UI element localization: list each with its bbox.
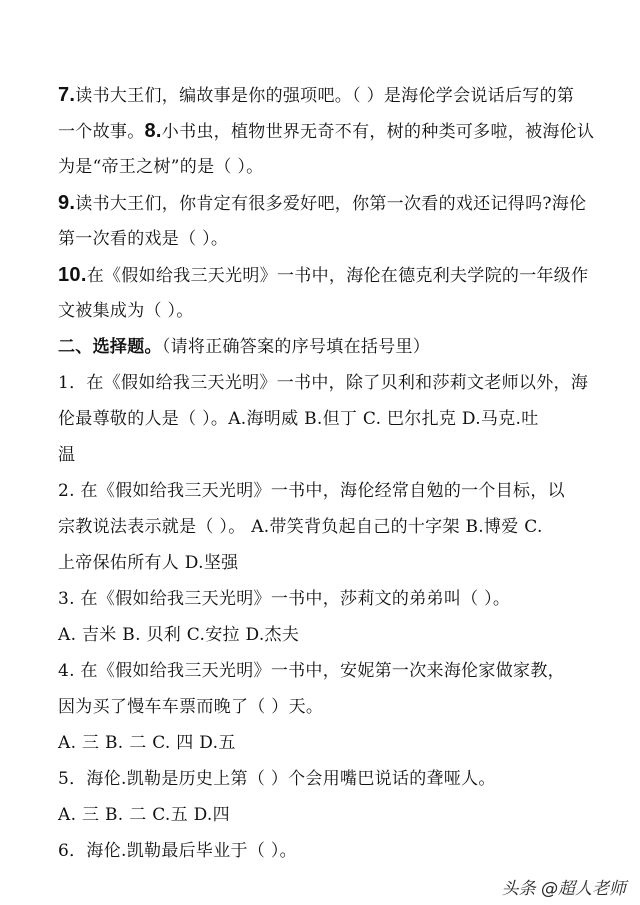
choice-4-line-1: 4. 在《假如给我三天光明》一书中，安妮第一次来海伦家做家教，	[58, 661, 565, 681]
question-8-text-2: 为是“帝王之树”的是（ ）。	[58, 157, 264, 177]
watermark: 头条 @超人老师	[501, 879, 626, 899]
question-10-line-2	[58, 300, 194, 322]
choice-3-options: A. 吉米 B. 贝利 C.安拉 D.杰夫	[58, 625, 300, 645]
question-9-number: 9.	[58, 192, 76, 214]
question-10-number: 10.	[58, 264, 87, 286]
question-10-text-1: 在《假如给我三天光明》一书中，海伦在德克利夫学院的一年级作	[86, 266, 589, 286]
choice-4-line-2: 因为买了慢车车票而晚了（ ）天。	[58, 697, 324, 717]
question-8-number: 8.	[144, 120, 162, 142]
choice-2-line-1: 2. 在《假如给我三天光明》一书中，海伦经常自勉的一个目标，以	[58, 481, 565, 501]
question-10-text-2: 文被集成为（ ）。	[58, 301, 194, 321]
choice-5-options: A. 三 B. 二 C.五 D.四	[58, 805, 230, 825]
question-7-8-line	[58, 120, 594, 143]
section-two-title: 二、选择题。	[58, 337, 162, 357]
choice-1-line-3: 温	[58, 445, 76, 465]
question-8-text-1: 小书虫，植物世界无奇不有，树的种类可多啦，被海伦认	[161, 122, 595, 142]
choice-2-line-2: 宗教说法表示就是（ ）。 A.带笑背负起自己的十字架 B.博爱 C.	[58, 517, 543, 537]
section-two-note: （请将正确答案的序号填在括号里）	[161, 337, 431, 357]
question-9-line-2	[58, 228, 228, 250]
question-10-line-1	[58, 264, 588, 287]
choice-3-line-1: 3. 在《假如给我三天光明》一书中，莎莉文的弟弟叫（ ）。	[58, 589, 511, 609]
question-9-text-2: 第一次看的戏是（ ）。	[58, 229, 229, 249]
question-7-text-1: 读书大王们，编故事是你的强项吧。（ ）是海伦学会说话后写的第	[75, 86, 575, 106]
choice-2-line-3: 上帝保佑所有人 D.坚强	[58, 553, 239, 573]
question-9-line-1	[58, 192, 586, 215]
question-7-line-1	[58, 84, 574, 107]
question-7-number: 7.	[58, 84, 76, 106]
section-two-heading	[58, 336, 430, 358]
choice-6-line-1: 6．海伦.凯勒最后毕业于（ ）。	[58, 841, 297, 861]
question-7-text-2: 一个故事。	[58, 122, 145, 142]
question-8-line-2	[58, 156, 264, 178]
choice-4-options: A. 三 B. 二 C. 四 D.五	[58, 733, 236, 753]
choice-1-line-2: 伦最尊敬的人是（ ）。A.海明威 B.但丁 C. 巴尔扎克 D.马克.吐	[58, 409, 539, 429]
choice-5-line-1: 5．海伦.凯勒是历史上第（ ）个会用嘴巴说话的聋哑人。	[58, 769, 496, 789]
question-9-text-1: 读书大王们，你肯定有很多爱好吧，你第一次看的戏还记得吗?海伦	[75, 194, 587, 214]
choice-1-line-1: 1．在《假如给我三天光明》一书中，除了贝利和莎莉文老师以外，海	[58, 373, 589, 393]
